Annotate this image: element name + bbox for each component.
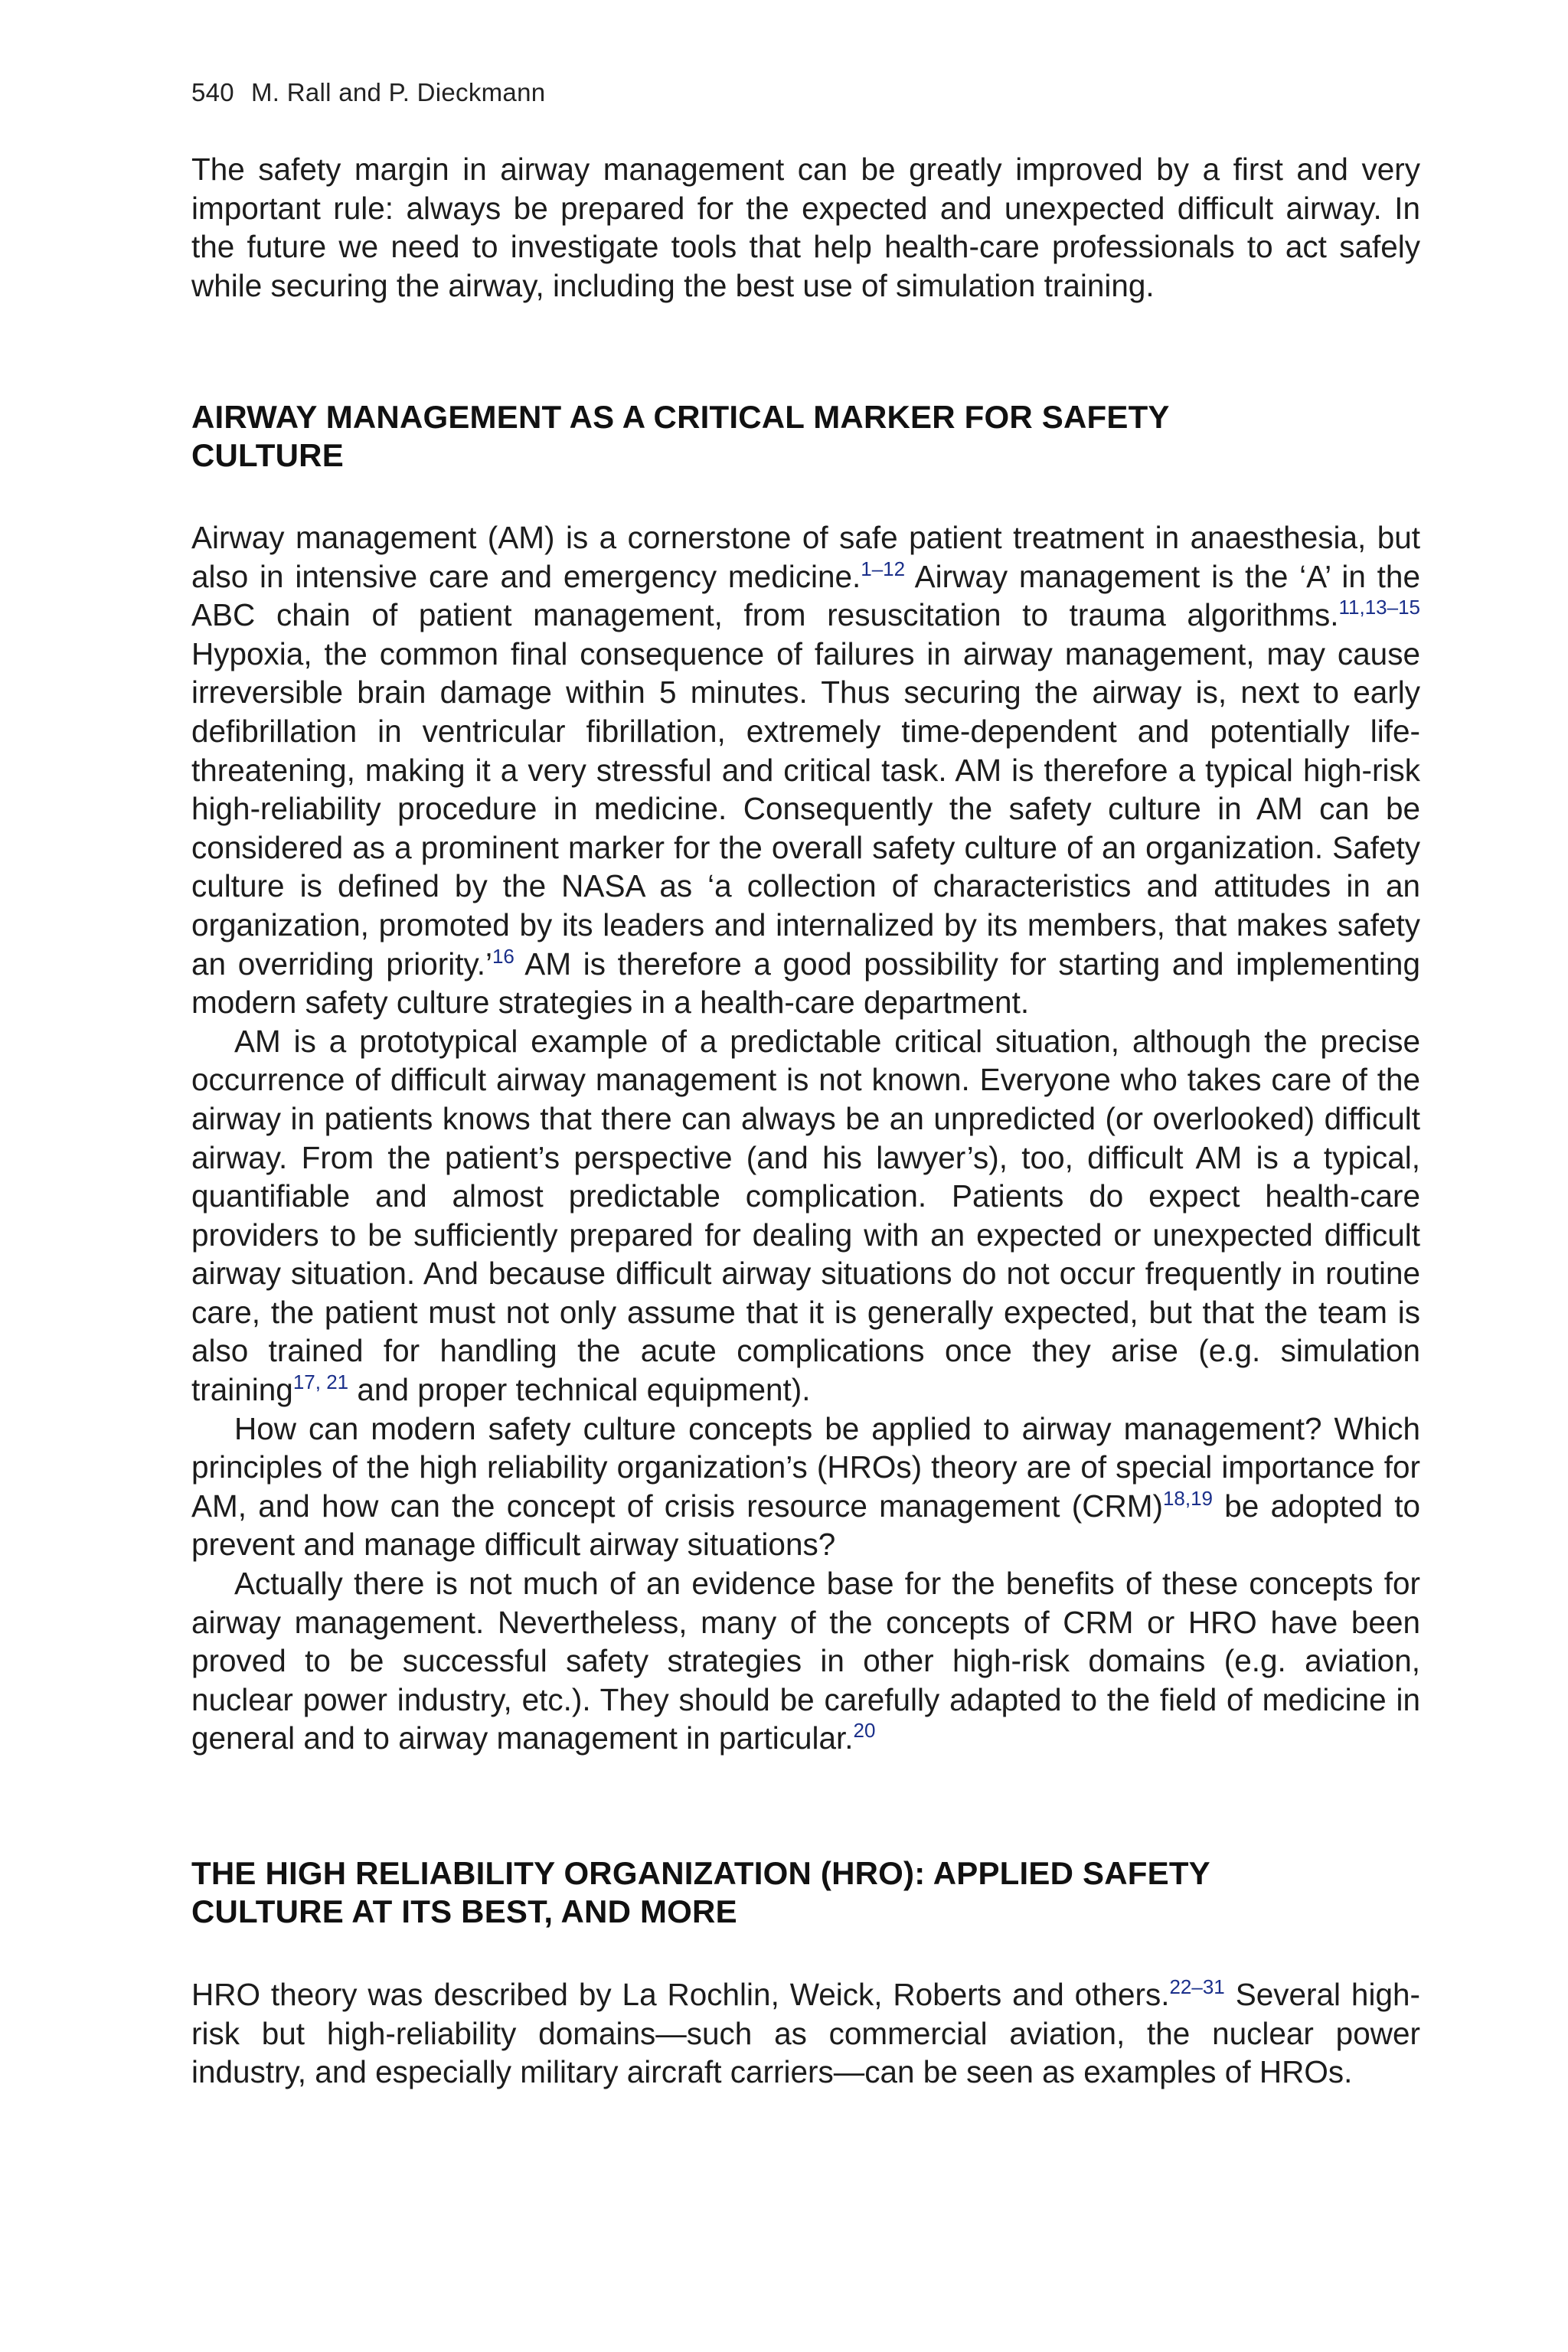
section-body-airway: [191, 518, 1420, 1758]
reference-link[interactable]: 16: [492, 944, 514, 968]
text-run: Airway management is the ‘A’ in the ABC chain of patient management, from resuscitation to trauma algorithms.: [191, 558, 1420, 633]
body-paragraph: [191, 1410, 1420, 1564]
section-heading: [191, 398, 1420, 475]
text-run: and proper technical equipment).: [348, 1372, 811, 1408]
heading-line: AIRWAY MANAGEMENT AS A CRITICAL MARKER FOR SAFETY: [191, 399, 1170, 435]
text-run: Hypoxia, the common final consequence of failures in airway management, may cause irreversible brain damage within 5 minutes. Thus securing the airway is, next to early defibrillation in ventricular fibrillation, extremely time-dependent and potentially life-threatening, making it a very stressful and critical task. AM is therefore a typical high-risk high-reliability procedure in medicine. Consequently the safety culture in AM can be considered as a prominent marker for the overall safety culture of an organization. Safety culture is defined by the NASA as ‘a collection of characteristics and attitudes in an organization, promoted by its leaders and internalized by its members, that makes safety an overriding priority.’: [191, 635, 1420, 982]
section-heading: [191, 1854, 1420, 1931]
page-number: 540: [191, 78, 234, 106]
text-run: Airway management (AM) is a cornerstone of safe patient treatment in anaesthesia, but also in intensive care and emergency medicine.: [191, 520, 1420, 594]
heading-line: CULTURE: [191, 437, 344, 473]
running-head-authors: M. Rall and P. Dieckmann: [250, 78, 546, 106]
intro-paragraph: The safety margin in airway management can be greatly improved by a first and very important rule: always be prepared for the expected and unexpected difficult airway. In the future we need to investigate tools that help health-care professionals to act safely while securing the airway, including the best use of simulation training.: [191, 152, 1420, 303]
intro-block: [191, 150, 1420, 305]
body-paragraph: [191, 1022, 1420, 1410]
reference-link[interactable]: 11,13–15: [1338, 596, 1420, 619]
heading-line: THE HIGH RELIABILITY ORGANIZATION (HRO): APPLIED SAFETY: [191, 1855, 1210, 1891]
text-run: How can modern safety culture concepts be applied to airway management? Which principles of the high reliability organization’s (HROs) theory are of special importance for AM, and how can the concept of crisis resource management (CRM): [191, 1410, 1420, 1524]
text-run: Actually there is not much of an evidence base for the benefits of these concepts for airway management. Nevertheless, many of the concepts of CRM or HRO have been proved to be successful safety strategies in other high-risk domains (e.g. aviation, nuclear power industry, etc.). They should be carefully adapted to the field of medicine in general and to airway management in particular.: [191, 1566, 1420, 1756]
heading-line: CULTURE AT ITS BEST, AND MORE: [191, 1893, 737, 1929]
body-paragraph: [191, 518, 1420, 1022]
reference-link[interactable]: 22–31: [1169, 1975, 1225, 1998]
body-paragraph: [191, 1975, 1420, 2092]
section-heading-hro: [191, 1854, 1420, 1931]
body-paragraph: [191, 1564, 1420, 1758]
running-head: [191, 78, 545, 107]
reference-link[interactable]: 20: [853, 1719, 876, 1743]
text-run: AM is therefore a good possibility for starting and implementing modern safety culture strategies in a health-care department.: [191, 946, 1420, 1021]
text-run: AM is a prototypical example of a predictable critical situation, although the precise occurrence of difficult airway management is not known. Everyone who takes care of the airway in patients knows that there can always be an unpredicted (or overlooked) difficult airway. From the patient’s perspective (and his lawyer’s), too, difficult AM is a typical, quantifiable and almost predictable complication. Patients do expect health-care providers to be sufficiently prepared for dealing with an expected or unexpected difficult airway situation. And because difficult airway situations do not occur frequently in routine care, the patient must not only assume that it is generally expected, but that the team is also trained for handling the acute complications once they arise (e.g. simulation training: [191, 1023, 1420, 1408]
reference-link[interactable]: 1–12: [861, 557, 906, 580]
text-run: HRO theory was described by La Rochlin, Weick, Roberts and others.: [191, 1977, 1170, 2012]
text-run: be adopted to prevent and manage difficult airway situations?: [191, 1488, 1420, 1563]
reference-link[interactable]: 18,19: [1162, 1486, 1214, 1510]
section-heading-airway: [191, 398, 1420, 475]
section-body-hro: [191, 1975, 1420, 2092]
reference-link[interactable]: 17, 21: [292, 1370, 349, 1394]
text-run: Several high-risk but high-reliability domains—such as commercial aviation, the nuclear power industry, and especially military aircraft carriers—can be seen as examples of HROs.: [191, 1977, 1420, 2090]
